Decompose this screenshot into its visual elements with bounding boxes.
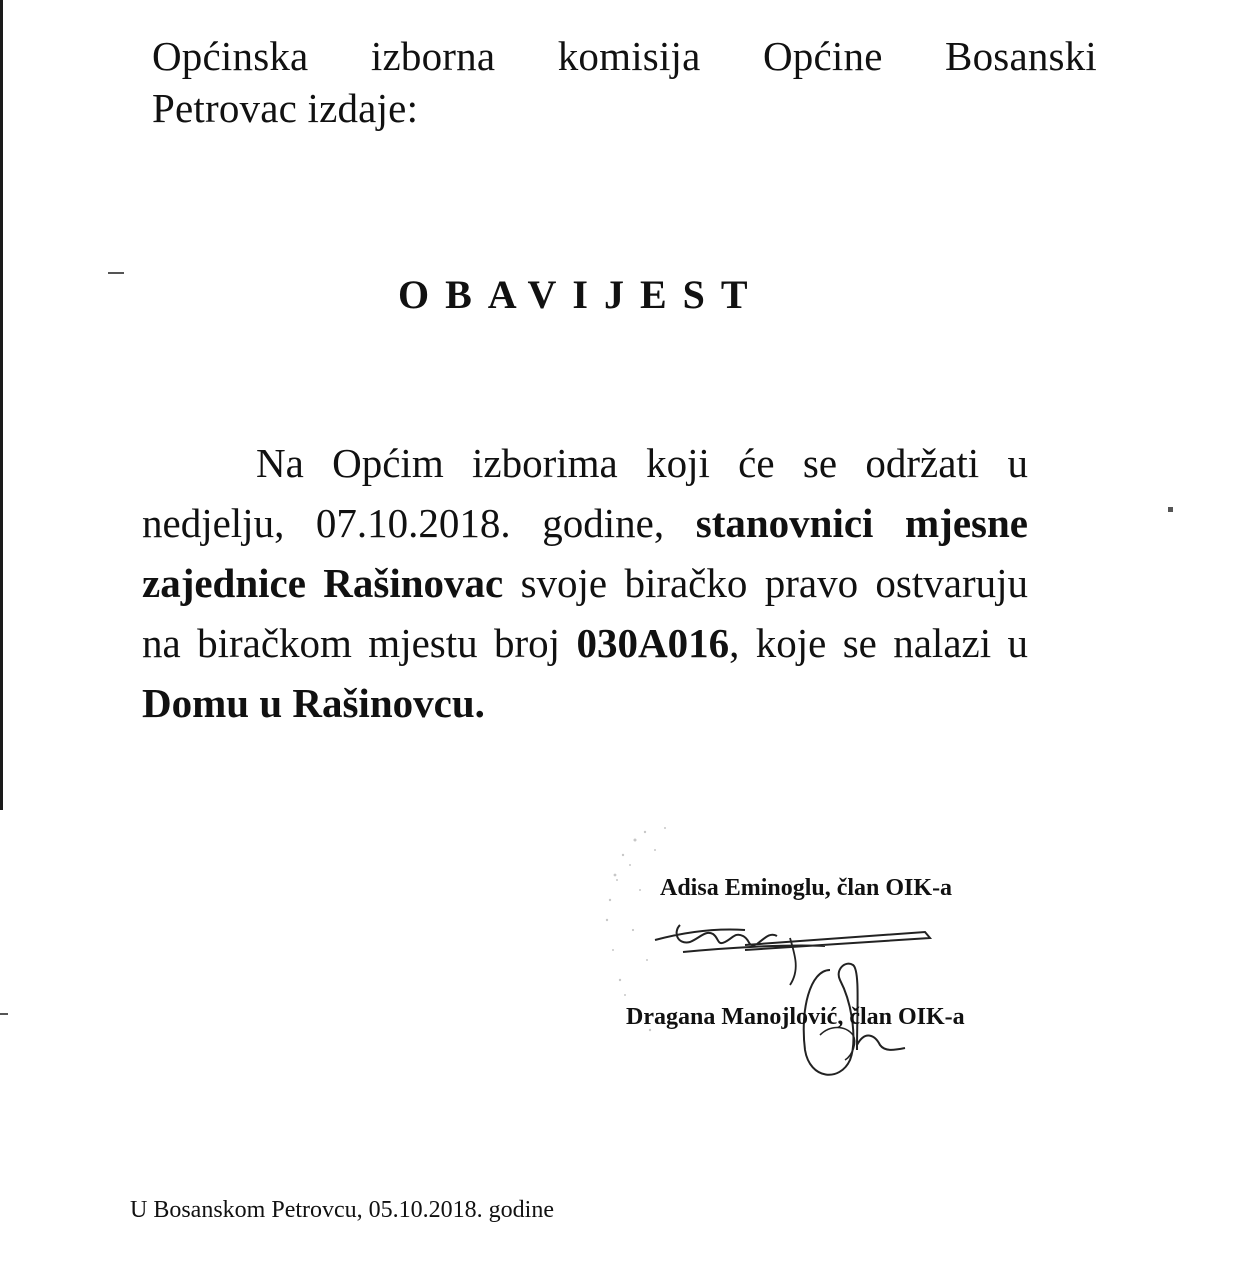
body-bold-polling-station: 030A016 xyxy=(576,620,730,666)
issuer-line-2: Petrovac izdaje: xyxy=(152,85,419,131)
body-text-1: Na Općim izborima koji će se održati u nedjelju, 07.10.2018. godine, xyxy=(142,440,1028,546)
signatures-and-stamp xyxy=(595,820,955,1100)
body-bold-location: Domu u Rašinovcu. xyxy=(142,680,485,726)
issuer-heading xyxy=(152,30,1097,134)
place-and-date: U Bosanskom Petrovcu, 05.10.2018. godine xyxy=(130,1197,554,1223)
document-title: OBAVIJEST xyxy=(398,272,764,317)
issuer-line-1: Općinska izborna komisija Općine Bosanski xyxy=(152,33,1097,79)
scan-edge-left xyxy=(0,0,3,810)
stamp-mark xyxy=(606,827,666,1031)
signatory-1: Adisa Eminoglu, član OIK-a xyxy=(660,875,953,901)
scan-mark xyxy=(108,272,124,274)
scan-mark xyxy=(1168,507,1173,512)
scan-mark xyxy=(0,1013,8,1015)
body-text-3: , koje se nalazi u xyxy=(729,620,1029,666)
signatory-2: Dragana Manojlović, član OIK-a xyxy=(626,1004,965,1030)
body-bold-residents: stanovnici mjesne zajednice Rašinovac xyxy=(142,500,1028,606)
body-text-2: svoje biračko pravo ostvaruju na biračkom mjestu broj xyxy=(142,560,1028,666)
notice-body xyxy=(142,433,1028,733)
